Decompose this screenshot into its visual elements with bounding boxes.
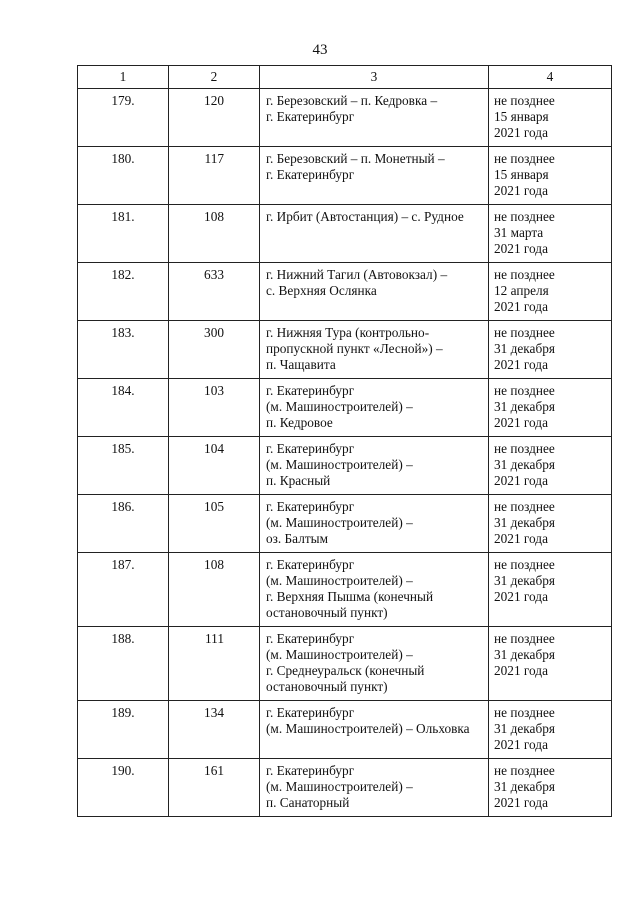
deadline-line: 31 декабря [494,457,555,472]
table-row [78,147,612,205]
deadline-line: не позднее [494,705,555,720]
route-name-line: г. Екатеринбург [266,499,355,514]
deadline-line: 2021 года [494,795,548,810]
table-row [78,627,612,701]
routes-table [77,65,612,817]
route-code: 105 [169,495,260,553]
route-name-line: г. Нижний Тагил (Автовокзал) – [266,267,448,282]
table-row [78,437,612,495]
route-code: 300 [169,321,260,379]
route-name-line: г. Екатеринбург [266,441,355,456]
row-number: 187. [78,553,169,627]
deadline [489,205,612,263]
route-code: 161 [169,759,260,817]
deadline-line: не позднее [494,499,555,514]
route-name-line: пропускной пункт «Лесной») – [266,341,443,356]
deadline-line: 2021 года [494,125,548,140]
deadline-line: 2021 года [494,663,548,678]
deadline-line: не позднее [494,151,555,166]
deadline-line: 15 января [494,167,549,182]
table-row [78,495,612,553]
route-name [260,379,489,437]
deadline-line: не позднее [494,93,555,108]
route-name-line: г. Екатеринбург [266,557,355,572]
deadline-line: не позднее [494,441,555,456]
route-name [260,263,489,321]
deadline-line: 31 декабря [494,647,555,662]
table-row [78,553,612,627]
route-name-line: (м. Машиностроителей) – [266,399,413,414]
route-code: 134 [169,701,260,759]
column-header-1: 1 [78,66,169,89]
row-number: 189. [78,701,169,759]
route-name-line: г. Верхняя Пышма (конечный [266,589,434,604]
route-name [260,759,489,817]
route-name-line: г. Среднеуральск (конечный [266,663,425,678]
route-name-line: г. Березовский – п. Кедровка – [266,93,438,108]
route-name-line: (м. Машиностроителей) – [266,573,413,588]
deadline-line: не позднее [494,631,555,646]
route-name-line: г. Нижняя Тура (контрольно- [266,325,430,340]
deadline-line: не позднее [494,325,555,340]
table-body [78,89,612,817]
route-name-line: г. Екатеринбург [266,109,355,124]
route-name-line: п. Кедровое [266,415,333,430]
route-name-line: с. Верхняя Ослянка [266,283,377,298]
row-number: 190. [78,759,169,817]
deadline [489,379,612,437]
deadline [489,553,612,627]
column-header-3: 3 [260,66,489,89]
route-name-line: п. Санаторный [266,795,350,810]
route-name-line: (м. Машиностроителей) – [266,457,413,472]
route-name-line: г. Ирбит (Автостанция) – с. Рудное [266,209,464,224]
route-name-line: г. Екатеринбург [266,167,355,182]
route-name-line: (м. Машиностроителей) – Ольховка [266,721,470,736]
deadline [489,263,612,321]
deadline [489,627,612,701]
deadline-line: не позднее [494,267,555,282]
route-code: 103 [169,379,260,437]
deadline-line: 2021 года [494,531,548,546]
route-name-line: г. Березовский – п. Монетный – [266,151,445,166]
deadline-line: 31 декабря [494,573,555,588]
route-name-line: п. Красный [266,473,331,488]
deadline [489,89,612,147]
route-name [260,321,489,379]
page-number: 43 [312,42,328,58]
table-row [78,379,612,437]
table-header-row [78,66,612,89]
table-row [78,321,612,379]
route-name-line: г. Екатеринбург [266,763,355,778]
deadline-line: 2021 года [494,241,548,256]
route-code: 120 [169,89,260,147]
deadline [489,147,612,205]
route-name-line: (м. Машиностроителей) – [266,779,413,794]
row-number: 185. [78,437,169,495]
deadline-line: 15 января [494,109,549,124]
route-name [260,437,489,495]
deadline-line: 2021 года [494,473,548,488]
route-code: 117 [169,147,260,205]
deadline-line: 31 декабря [494,341,555,356]
column-header-2: 2 [169,66,260,89]
route-name-line: оз. Балтым [266,531,328,546]
column-header-4: 4 [489,66,612,89]
route-name-line: п. Чащавита [266,357,336,372]
route-name [260,553,489,627]
row-number: 181. [78,205,169,263]
route-name [260,627,489,701]
deadline-line: 31 декабря [494,779,555,794]
route-name-line: (м. Машиностроителей) – [266,647,413,662]
deadline-line: 2021 года [494,589,548,604]
deadline [489,495,612,553]
deadline-line: не позднее [494,557,555,572]
route-name [260,701,489,759]
row-number: 186. [78,495,169,553]
deadline [489,701,612,759]
route-name-line: г. Екатеринбург [266,383,355,398]
row-number: 179. [78,89,169,147]
route-code: 104 [169,437,260,495]
table-row [78,89,612,147]
route-name [260,147,489,205]
deadline-line: 31 декабря [494,721,555,736]
deadline-line: 2021 года [494,415,548,430]
deadline-line: 31 декабря [494,399,555,414]
table-row [78,759,612,817]
route-name-line: (м. Машиностроителей) – [266,515,413,530]
route-name [260,205,489,263]
route-name-line: г. Екатеринбург [266,705,355,720]
route-code: 108 [169,205,260,263]
deadline-line: не позднее [494,209,555,224]
deadline-line: 2021 года [494,737,548,752]
route-name-line: остановочный пункт) [266,605,388,620]
route-code: 108 [169,553,260,627]
row-number: 188. [78,627,169,701]
deadline-line: 2021 года [494,357,548,372]
table-row [78,205,612,263]
deadline [489,759,612,817]
deadline [489,437,612,495]
route-name-line: г. Екатеринбург [266,631,355,646]
row-number: 180. [78,147,169,205]
row-number: 182. [78,263,169,321]
table-row [78,263,612,321]
deadline-line: 31 декабря [494,515,555,530]
row-number: 184. [78,379,169,437]
route-name-line: остановочный пункт) [266,679,388,694]
deadline-line: 2021 года [494,183,548,198]
deadline-line: 12 апреля [494,283,549,298]
route-code: 111 [169,627,260,701]
table-row [78,701,612,759]
row-number: 183. [78,321,169,379]
route-code: 633 [169,263,260,321]
deadline-line: 31 марта [494,225,544,240]
deadline-line: 2021 года [494,299,548,314]
route-name [260,89,489,147]
route-name [260,495,489,553]
deadline [489,321,612,379]
deadline-line: не позднее [494,763,555,778]
deadline-line: не позднее [494,383,555,398]
